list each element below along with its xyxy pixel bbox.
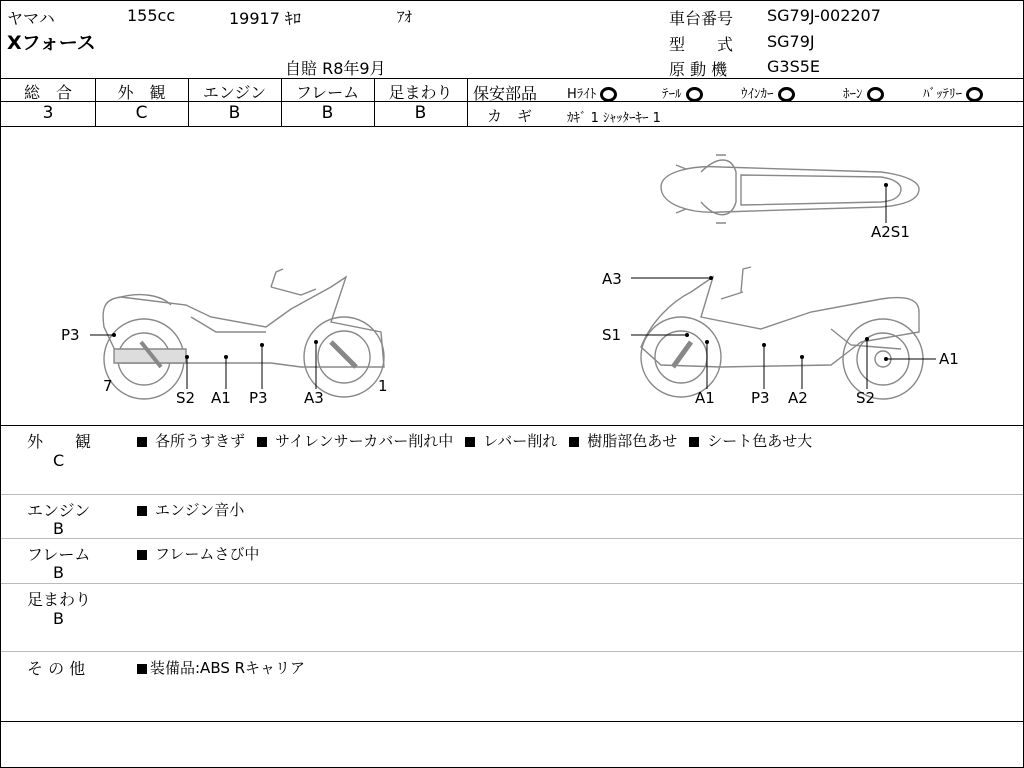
type-value: SG79J xyxy=(767,32,815,51)
notes-other-label: そ の 他 xyxy=(27,659,86,678)
safety-parts-title: 保安部品 xyxy=(473,84,538,103)
ok-circle-icon xyxy=(867,87,884,102)
engine-model-value: G3S5E xyxy=(767,57,821,76)
bullet-square-icon xyxy=(137,550,147,560)
safety-item-horn: ﾎｰﾝ xyxy=(843,83,886,102)
diagram-label: A1 xyxy=(939,350,959,368)
safety-item-winker: ｳｲﾝｶｰ xyxy=(741,83,797,102)
diagram-label: S1 xyxy=(602,326,622,344)
grade-frame-label: フレーム xyxy=(295,83,360,102)
top-view-bike-outline xyxy=(661,155,919,223)
diagram-label: A1 xyxy=(695,389,715,407)
bullet-square-icon xyxy=(465,437,475,447)
grade-frame-value: B xyxy=(321,103,334,123)
displacement: 155cc xyxy=(127,6,176,25)
note-item: 樹脂部色あせ xyxy=(569,432,677,450)
bullet-square-icon xyxy=(137,664,147,674)
note-item: レバー削れ xyxy=(465,432,557,450)
grade-exterior-label: 外 観 xyxy=(117,83,166,102)
diagram-label: P3 xyxy=(751,389,770,407)
notes-suspension-label: 足まわり xyxy=(27,590,92,609)
damage-dots xyxy=(112,183,888,361)
ok-circle-icon xyxy=(966,87,983,102)
notes-frame-label: フレーム xyxy=(27,545,91,564)
safety-item-tail: ﾃｰﾙ xyxy=(662,83,705,102)
notes-exterior-label: 外 観 xyxy=(27,432,92,451)
type-label: 型 式 xyxy=(669,35,734,54)
grade-divider xyxy=(467,78,468,126)
frame-number-label: 車台番号 xyxy=(669,9,734,28)
diagram-label: A3 xyxy=(304,389,324,407)
grade-suspension-label: 足まわり xyxy=(388,83,453,102)
left-side-bike-outline xyxy=(103,269,384,399)
body-color: ｱｵ xyxy=(397,8,413,26)
diagram-label: A2S1 xyxy=(871,223,910,241)
key-value: ｶｷﾞ 1 ｼｬｯﾀｰｷｰ 1 xyxy=(567,111,661,126)
maker: ヤマハ xyxy=(7,9,55,28)
notes-suspension-grade: B xyxy=(53,609,64,628)
bullet-square-icon xyxy=(689,437,699,447)
notes-engine-list: エンジン音小 xyxy=(137,499,244,520)
grade-total-value: 3 xyxy=(42,103,54,123)
grade-suspension-value: B xyxy=(414,103,427,123)
safety-item-battery: ﾊﾞｯﾃﾘｰ xyxy=(923,83,985,102)
grade-engine-value: B xyxy=(228,103,241,123)
ok-circle-icon xyxy=(686,87,703,102)
notes-divider xyxy=(1,538,1023,539)
note-item: サイレンサーカバー削れ中 xyxy=(257,432,453,450)
diagram-label: P3 xyxy=(61,326,80,344)
bullet-square-icon xyxy=(137,506,147,516)
notes-bottom-divider xyxy=(1,721,1023,722)
bullet-square-icon xyxy=(569,437,579,447)
ok-circle-icon xyxy=(778,87,795,102)
model-name: Xフォース xyxy=(7,32,96,54)
grade-exterior-value: C xyxy=(135,103,148,123)
note-item: 各所うすきず xyxy=(137,432,245,450)
grade-total-label: 総 合 xyxy=(23,83,72,102)
insurance-expiry: 自賠 R8年9月 xyxy=(285,59,386,78)
notes-divider xyxy=(1,583,1023,584)
note-item: シート色あせ大 xyxy=(689,432,812,450)
header-divider xyxy=(1,78,1023,79)
notes-exterior-grade: C xyxy=(53,451,65,470)
diagram-label: S2 xyxy=(856,389,876,407)
diagram-label: A1 xyxy=(211,389,231,407)
engine-model-label: 原 動 機 xyxy=(669,60,728,79)
leader-lines xyxy=(90,185,936,389)
notes-divider xyxy=(1,651,1023,652)
diagram-label: S2 xyxy=(176,389,196,407)
grade-engine-label: エンジン xyxy=(202,83,267,102)
notes-other-list: 装備品:ABS Rキャリア xyxy=(137,657,305,678)
safety-item-headlight: Hﾗｲﾄ xyxy=(567,83,619,102)
right-side-bike-outline xyxy=(641,267,923,399)
diagram-label: A2 xyxy=(788,389,808,407)
frame-number-value: SG79J-002207 xyxy=(767,6,881,25)
mileage: 19917 ｷﾛ xyxy=(229,9,301,28)
bullet-square-icon xyxy=(137,437,147,447)
notes-frame-list: フレームさび中 xyxy=(137,543,259,564)
notes-divider xyxy=(1,494,1023,495)
diagram-label: P3 xyxy=(249,389,268,407)
bullet-square-icon xyxy=(257,437,267,447)
diagram-label: 7 xyxy=(103,377,113,395)
notes-engine-label: エンジン xyxy=(27,501,91,520)
ok-circle-icon xyxy=(600,87,617,102)
diagram-label: 1 xyxy=(378,377,388,395)
key-label: カ ギ xyxy=(487,107,533,125)
notes-frame-grade: B xyxy=(53,563,64,582)
diagram-bottom-divider xyxy=(1,425,1023,426)
notes-engine-grade: B xyxy=(53,519,64,538)
damage-diagram xyxy=(1,127,1023,425)
diagram-label: A3 xyxy=(602,270,622,288)
notes-exterior-list xyxy=(137,430,824,451)
